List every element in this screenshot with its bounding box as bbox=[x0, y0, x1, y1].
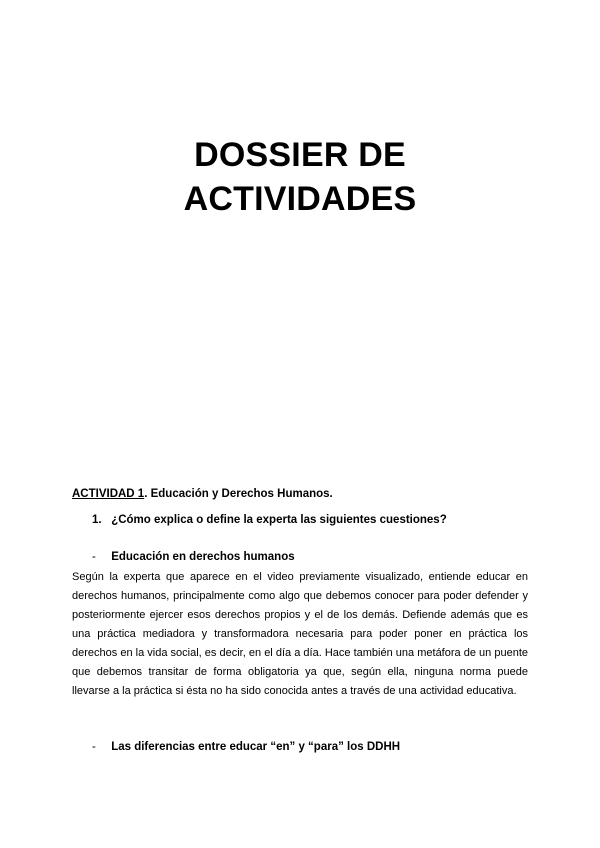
activity-title: . Educación y Derechos Humanos. bbox=[144, 488, 333, 500]
bullet-text: Educación en derechos humanos bbox=[111, 551, 295, 563]
title-line-2: ACTIVIDADES bbox=[183, 180, 417, 218]
bullet-dash: - bbox=[92, 741, 96, 753]
answer-paragraph: Según la experta que aparece en el video previamente visualizado, entiende educar en derechos humanos, principalmente como algo que debemos conocer para poder defender y posteriormente ejercer esos derechos propios y el de los demás. Defiende además que es una práctica mediadora y transformadora necesaria para poder poner en práctica los derechos en la vida social, es decir, en el día a día. Hace también una metáfora de un puente que debemos transitar de forma obligatoria ya que, según ella, ninguna norma puede llevarse a la práctica si ésta no ha sido conocida antes a través de una actividad educativa. bbox=[72, 571, 528, 697]
bullet-dash: - bbox=[92, 551, 96, 563]
bullet-text: Las diferencias entre educar “en” y “para” los DDHH bbox=[111, 741, 401, 753]
question-number: 1. bbox=[92, 514, 102, 526]
bullet-item bbox=[92, 549, 295, 565]
title-line-1: DOSSIER DE bbox=[194, 136, 406, 174]
document-title bbox=[0, 133, 600, 221]
question-item bbox=[92, 512, 447, 528]
bullet-item bbox=[92, 739, 400, 755]
activity-label: ACTIVIDAD 1 bbox=[72, 488, 145, 500]
activity-heading bbox=[72, 486, 333, 502]
question-text: ¿Cómo explica o define la experta las siguientes cuestiones? bbox=[111, 514, 447, 526]
